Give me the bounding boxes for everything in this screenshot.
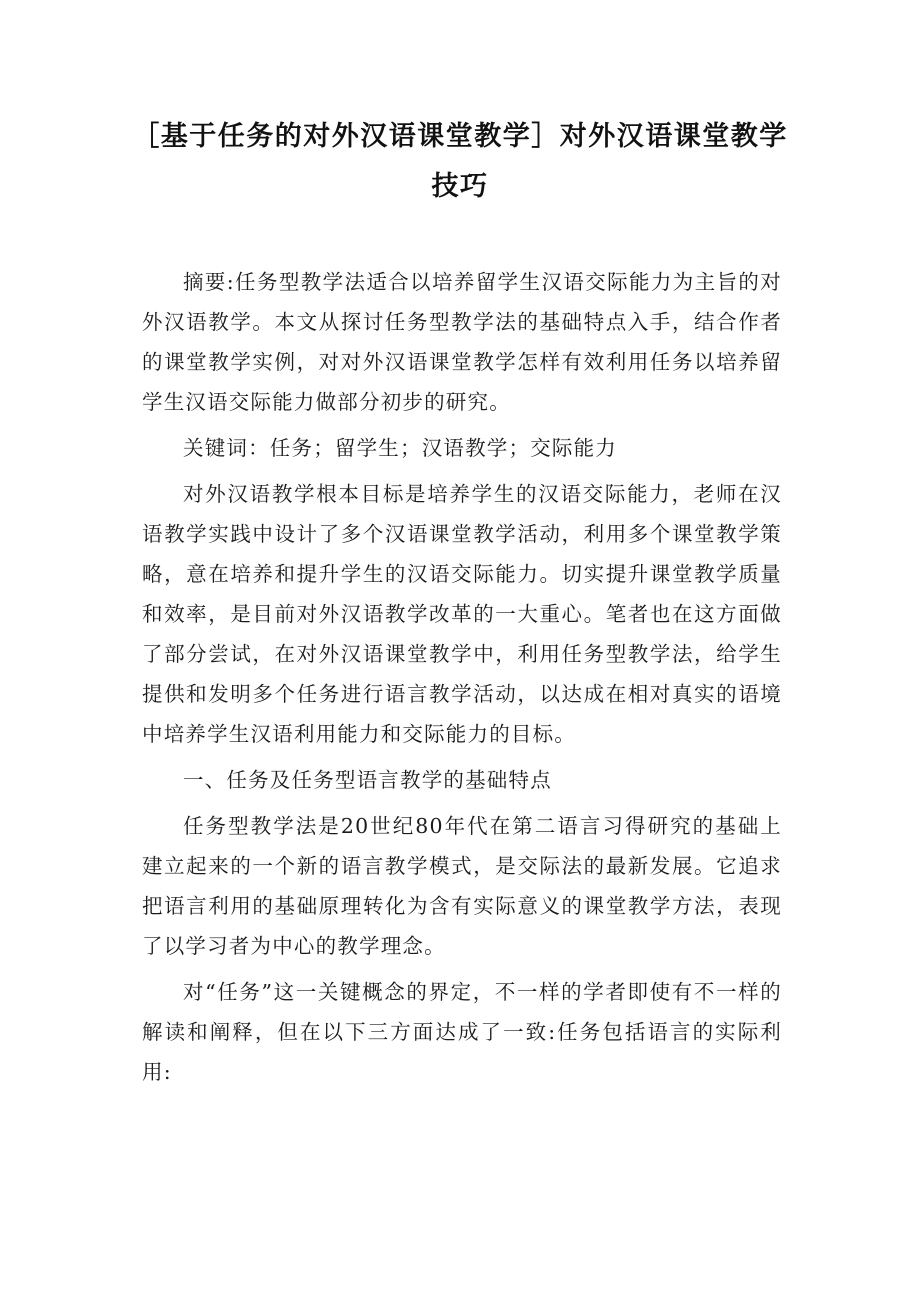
body-paragraph-1: 对外汉语教学根本目标是培养学生的汉语交际能力，老师在汉语教学实践中设计了多个汉语课堂教学活动，利用多个课堂教学策略，意在培养和提升学生的汉语交际能力。切实提升课堂教学质量和效率，是目前对外汉语教学改革的一大重心。笔者也在这方面做了部分尝试，在对外汉语课堂教学中，利用任务型教学法，给学生提供和发明多个任务进行语言教学活动，以达成在相对真实的语境中培养学生汉语利用能力和交际能力的目标。 bbox=[142, 482, 782, 746]
section-heading-1: 一、任务及任务型语言教学的基础特点 bbox=[183, 768, 552, 792]
document-body bbox=[142, 262, 782, 1092]
body-paragraph-3: 对“任务”这一关键概念的界定，不一样的学者即使有不一样的解读和阐释，但在以下三方面达成了一致:任务包括语言的实际利用: bbox=[142, 980, 782, 1084]
document-title: ［基于任务的对外汉语课堂教学］对外汉语课堂教学技巧 bbox=[132, 121, 788, 202]
keywords-paragraph: 关键词：任务；留学生；汉语教学；交际能力 bbox=[183, 436, 617, 460]
body-paragraph-2: 任务型教学法是20世纪80年代在第二语言习得研究的基础上建立起来的一个新的语言教学模式，是交际法的最新发展。它追求把语言利用的基础原理转化为含有实际意义的课堂教学方法，表现了以学习者为中心的教学理念。 bbox=[142, 814, 782, 958]
abstract-paragraph: 摘要:任务型教学法适合以培养留学生汉语交际能力为主旨的对外汉语教学。本文从探讨任务型教学法的基础特点入手，结合作者的课堂教学实例，对对外汉语课堂教学怎样有效利用任务以培养留学生汉语交际能力做部分初步的研究。 bbox=[142, 270, 782, 414]
